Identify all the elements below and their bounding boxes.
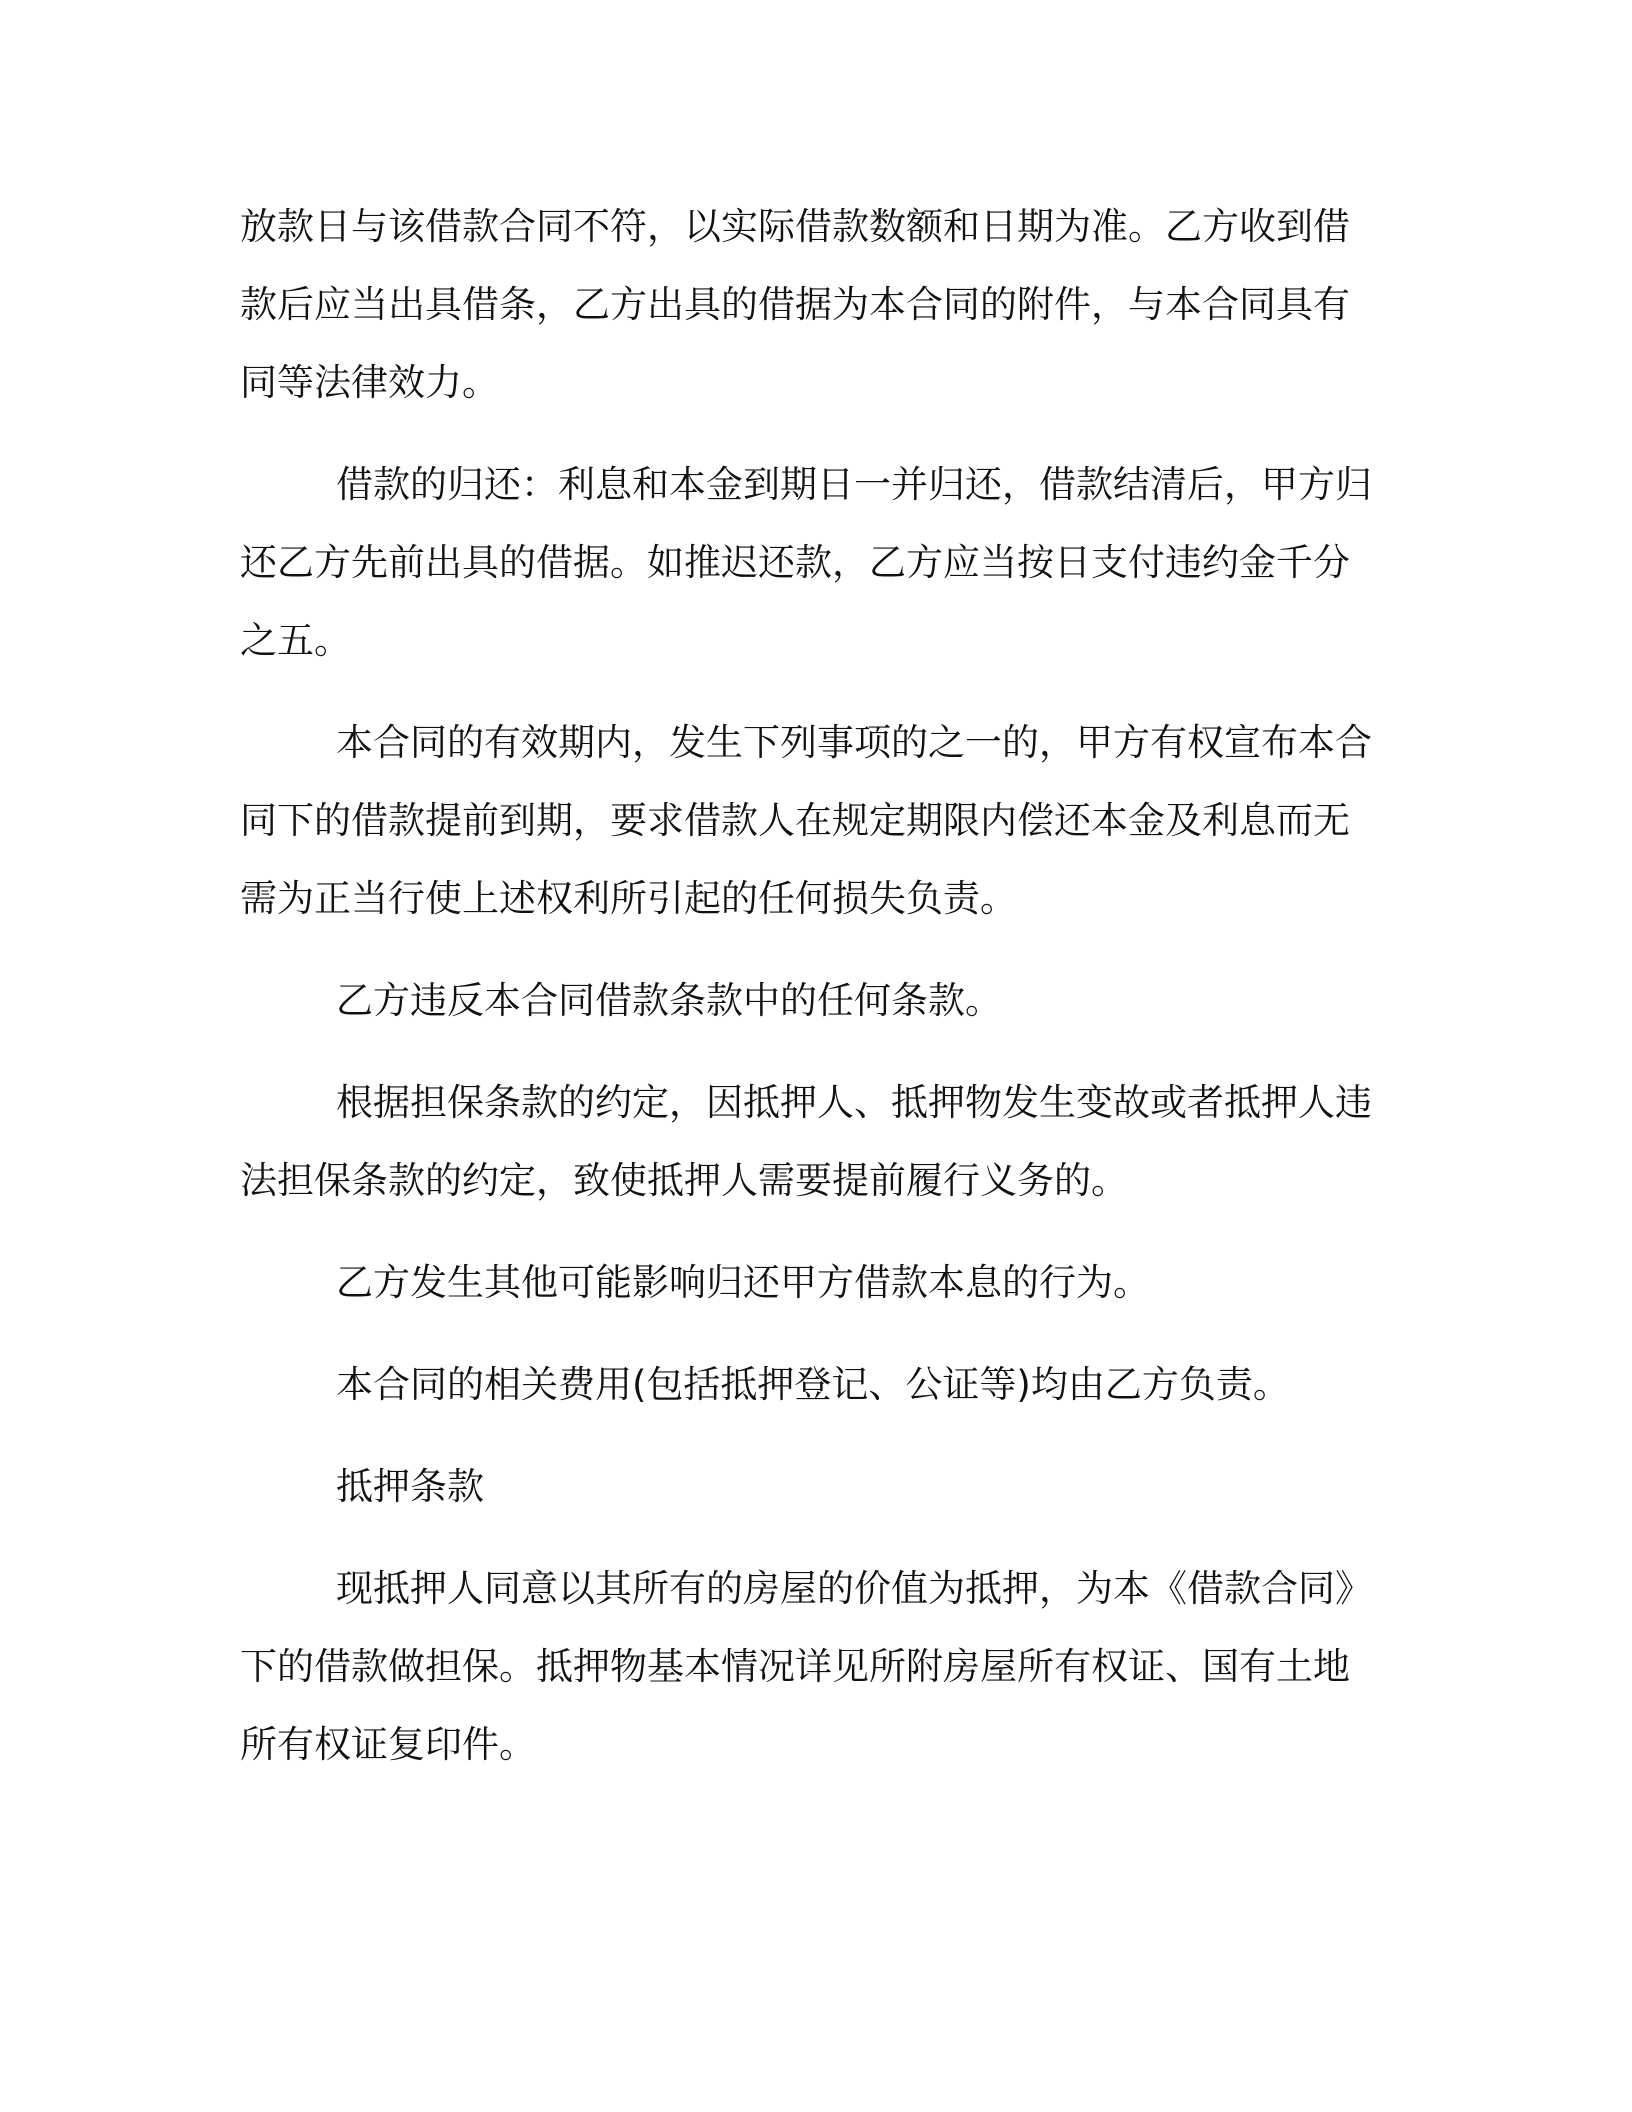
paragraph-mortgage-agreement xyxy=(240,1550,1380,1784)
text-line: 同下的借款提前到期，要求借款人在规定期限内偿还本金及利息而无 xyxy=(240,799,1350,842)
text-line: 借款的归还：利息和本金到期日一并归还，借款结清后，甲方归 xyxy=(336,463,1372,506)
text-line: 现抵押人同意以其所有的房屋的价值为抵押，为本《借款合同》 xyxy=(336,1567,1372,1610)
text-line: 本合同的有效期内，发生下列事项的之一的，甲方有权宣布本合 xyxy=(336,721,1372,764)
text-line: 需为正当行使上述权利所引起的任何损失负责。 xyxy=(240,877,1017,920)
paragraph-other-behavior xyxy=(240,1244,1380,1322)
text-line: 同等法律效力。 xyxy=(240,361,499,404)
text-line: 乙方违反本合同借款条款中的任何条款。 xyxy=(336,979,1002,1022)
text-line: 还乙方先前出具的借据。如推迟还款，乙方应当按日支付违约金千分 xyxy=(240,541,1350,584)
text-line: 本合同的相关费用(包括抵押登记、公证等)均由乙方负责。 xyxy=(336,1363,1290,1406)
section-heading-mortgage-terms xyxy=(240,1448,1380,1526)
text-line: 乙方发生其他可能影响归还甲方借款本息的行为。 xyxy=(336,1261,1150,1304)
paragraph-fees xyxy=(240,1346,1380,1424)
text-line: 根据担保条款的约定，因抵押人、抵押物发生变故或者抵押人违 xyxy=(336,1081,1372,1124)
text-line: 抵押条款 xyxy=(336,1465,484,1508)
text-line: 放款日与该借款合同不符，以实际借款数额和日期为准。乙方收到借 xyxy=(240,205,1350,248)
text-line: 所有权证复印件。 xyxy=(240,1723,536,1766)
paragraph-early-maturity xyxy=(240,704,1380,938)
text-line: 下的借款做担保。抵押物基本情况详见所附房屋所有权证、国有土地 xyxy=(240,1645,1350,1688)
paragraph-guarantee-clause xyxy=(240,1064,1380,1220)
paragraph-loan-repayment xyxy=(240,446,1380,680)
text-line: 款后应当出具借条，乙方出具的借据为本合同的附件，与本合同具有 xyxy=(240,283,1350,326)
text-line: 法担保条款的约定，致使抵押人需要提前履行义务的。 xyxy=(240,1159,1128,1202)
document-body xyxy=(240,188,1380,1808)
paragraph-breach-clause xyxy=(240,962,1380,1040)
text-line: 之五。 xyxy=(240,619,351,662)
paragraph-loan-disbursement xyxy=(240,188,1380,422)
